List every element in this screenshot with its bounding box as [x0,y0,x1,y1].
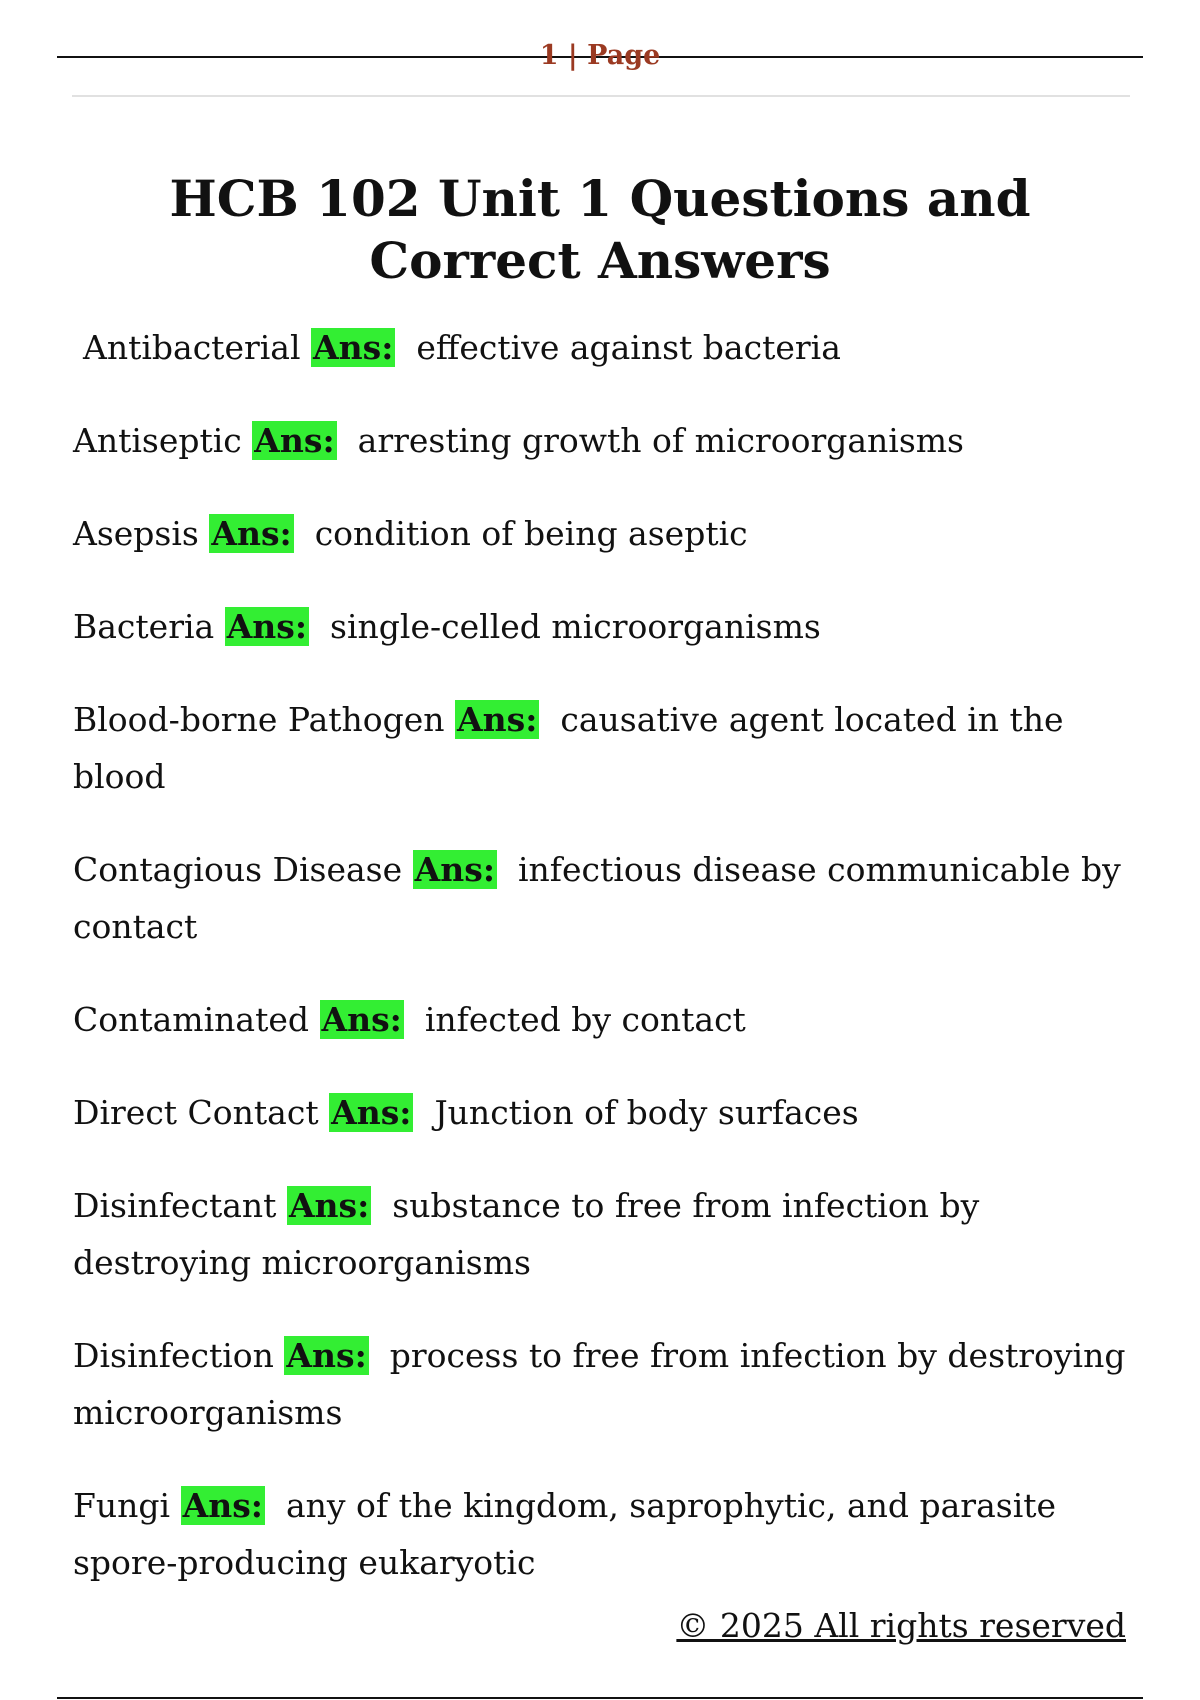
answer-tag: Ans: [254,421,335,460]
page-number-label: 1 | Page [539,40,661,71]
qa-term: Antiseptic [73,421,242,460]
qa-term: Antibacterial [83,328,301,367]
answer-tag: Ans: [457,700,538,739]
qa-definition: infectious disease communicable by contact [73,850,1121,946]
answer-tag: Ans: [331,1093,412,1132]
qa-item [73,505,1133,562]
qa-term: Disinfection [73,1336,274,1375]
qa-definition: process to free from infection by destroying microorganisms [73,1336,1126,1432]
qa-item [73,841,1133,955]
answer-tag: Ans: [313,328,394,367]
qa-definition: effective against bacteria [416,328,841,367]
qa-definition: condition of being aseptic [314,514,748,553]
qa-term: Blood-borne Pathogen [73,700,445,739]
qa-item [73,1477,1133,1591]
answer-tag: Ans: [414,850,496,889]
qa-definition: substance to free from infection by destroying microorganisms [73,1186,980,1282]
answer-tag: Ans: [288,1186,370,1225]
qa-term: Direct Contact [73,1093,319,1132]
answer-tag: Ans: [286,1336,367,1375]
footer-rule [57,1697,1143,1699]
qa-definition: any of the kingdom, saprophytic, and parasite spore-producing eukaryotic [73,1486,1057,1582]
qa-term: Contagious Disease [73,850,403,889]
qa-item [73,1327,1133,1441]
qa-item [73,598,1133,655]
qa-item [73,991,1133,1048]
qa-term: Asepsis [73,514,199,553]
document-title: HCB 102 Unit 1 Questions and Correct Answers [169,169,1031,290]
qa-definition: single-celled microorganisms [330,607,821,646]
copyright-notice: © 2025 All rights reserved [676,1606,1126,1645]
qa-definition: arresting growth of microorganisms [357,421,964,460]
answer-tag: Ans: [182,1486,263,1525]
qa-definition: causative agent located in the blood [73,700,1064,796]
qa-list [73,319,1133,1627]
header-divider [72,95,1130,97]
qa-term: Fungi [73,1486,171,1525]
qa-term: Disinfectant [73,1186,277,1225]
qa-item [73,412,1133,469]
answer-tag: Ans: [321,1000,402,1039]
qa-item [73,691,1133,805]
answer-tag: Ans: [226,607,308,646]
qa-definition: Junction of body surfaces [434,1093,859,1132]
qa-term: Contaminated [73,1000,309,1039]
answer-tag: Ans: [211,514,292,553]
qa-item [73,319,1133,376]
qa-term: Bacteria [73,607,215,646]
qa-item [73,1084,1133,1141]
qa-definition: infected by contact [424,1000,746,1039]
qa-item [73,1177,1133,1291]
